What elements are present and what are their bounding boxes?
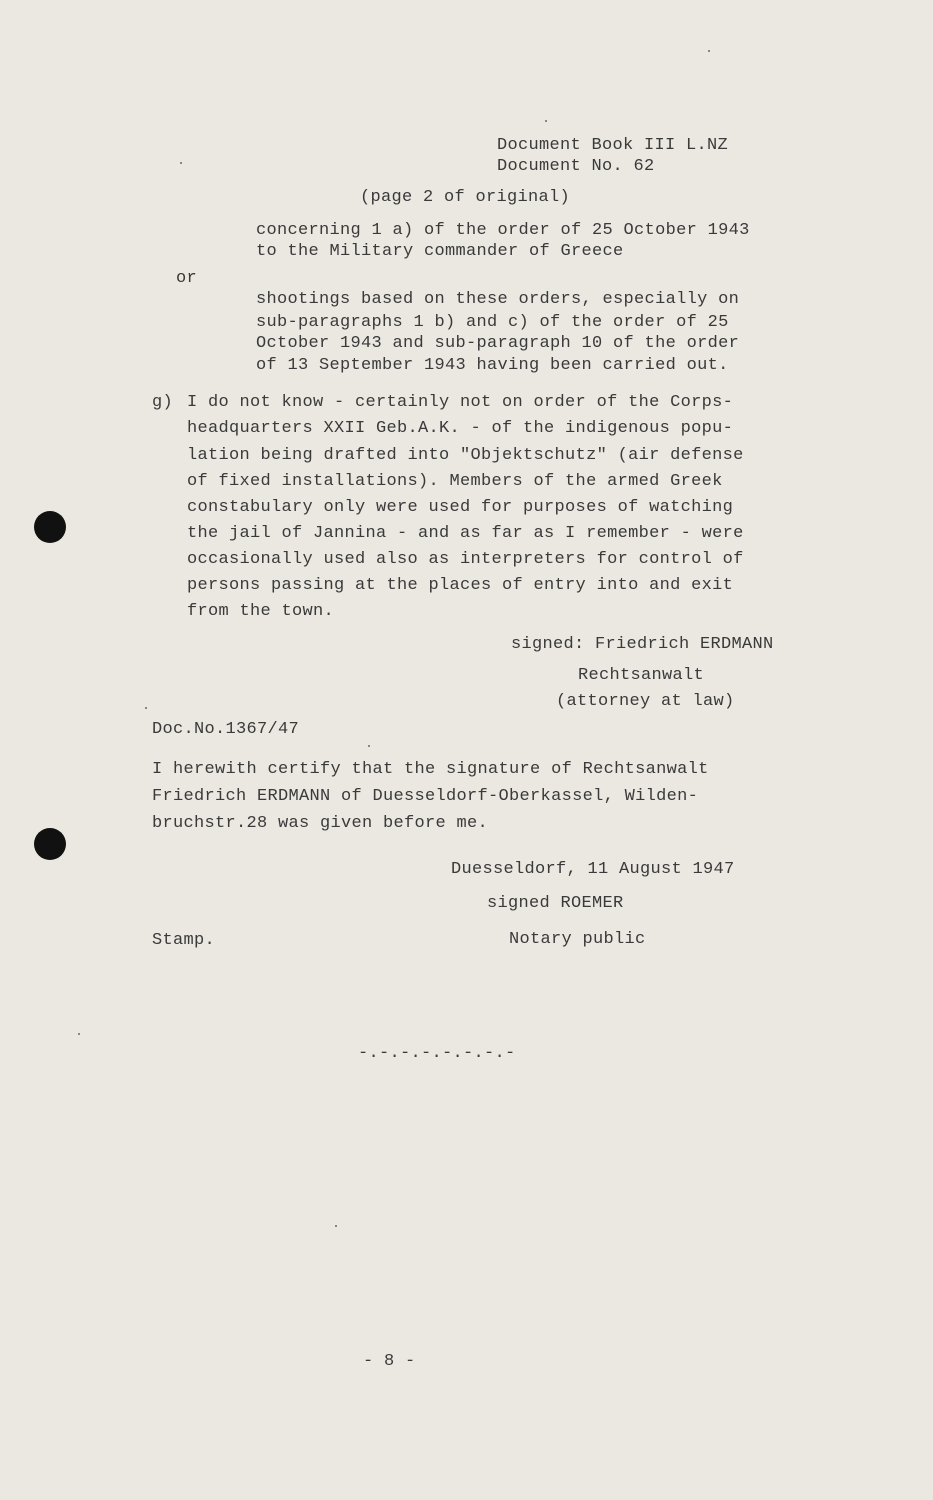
text-line: of fixed installations). Members of the armed Greek bbox=[187, 472, 723, 491]
doc-number: Doc.No.1367/47 bbox=[152, 720, 300, 739]
text-line: to the Military commander of Greece bbox=[256, 242, 624, 261]
text-line: October 1943 and sub-paragraph 10 of the order bbox=[256, 334, 740, 353]
paper-speck bbox=[145, 707, 147, 709]
text-line: concerning 1 a) of the order of 25 October 1943 bbox=[256, 221, 750, 240]
paper-speck bbox=[335, 1225, 337, 1227]
text-line: lation being drafted into "Objektschutz" (air defense bbox=[187, 446, 744, 465]
place-date: Duesseldorf, 11 August 1947 bbox=[451, 860, 735, 879]
text-line: constabulary only were used for purposes of watching bbox=[187, 498, 734, 517]
paper-speck bbox=[708, 50, 710, 52]
text-line: the jail of Jannina - and as far as I remember - were bbox=[187, 524, 744, 543]
punch-hole-lower bbox=[34, 828, 66, 860]
separator-line: -.-.-.-.-.-.-.- bbox=[358, 1044, 516, 1063]
text-line: Friedrich ERDMANN of Duesseldorf-Oberkassel, Wilden- bbox=[152, 787, 699, 806]
text-line: I herewith certify that the signature of Rechtsanwalt bbox=[152, 760, 709, 779]
notary-title: Notary public bbox=[509, 930, 646, 949]
text-line: from the town. bbox=[187, 602, 335, 621]
stamp-label: Stamp. bbox=[152, 931, 216, 950]
text-line: persons passing at the places of entry into and exit bbox=[187, 576, 734, 595]
text-line: of 13 September 1943 having been carried out. bbox=[256, 356, 729, 375]
signer-title: Rechtsanwalt bbox=[578, 666, 705, 685]
text-line: sub-paragraphs 1 b) and c) of the order of 25 bbox=[256, 313, 729, 332]
text-line: I do not know - certainly not on order of the Corps- bbox=[187, 393, 734, 412]
punch-hole-upper bbox=[34, 511, 66, 543]
paragraph-marker: g) bbox=[152, 393, 174, 412]
document-book-label: Document Book III L.NZ bbox=[497, 136, 729, 155]
or-label: or bbox=[176, 269, 198, 288]
text-line: bruchstr.28 was given before me. bbox=[152, 814, 489, 833]
signed-line: signed: Friedrich ERDMANN bbox=[511, 635, 774, 654]
notary-signed: signed ROEMER bbox=[487, 894, 624, 913]
text-line: shootings based on these orders, especially on bbox=[256, 290, 740, 309]
page-note: (page 2 of original) bbox=[360, 188, 571, 207]
signer-title-translation: (attorney at law) bbox=[556, 692, 735, 711]
paper-speck bbox=[368, 745, 370, 747]
paper-speck bbox=[78, 1033, 80, 1035]
text-line: headquarters XXII Geb.A.K. - of the indigenous popu- bbox=[187, 419, 734, 438]
document-number-label: Document No. 62 bbox=[497, 157, 655, 176]
page-number: - 8 - bbox=[363, 1352, 416, 1371]
paper-speck bbox=[545, 120, 547, 122]
text-line: occasionally used also as interpreters for control of bbox=[187, 550, 744, 569]
paper-speck bbox=[180, 162, 182, 164]
